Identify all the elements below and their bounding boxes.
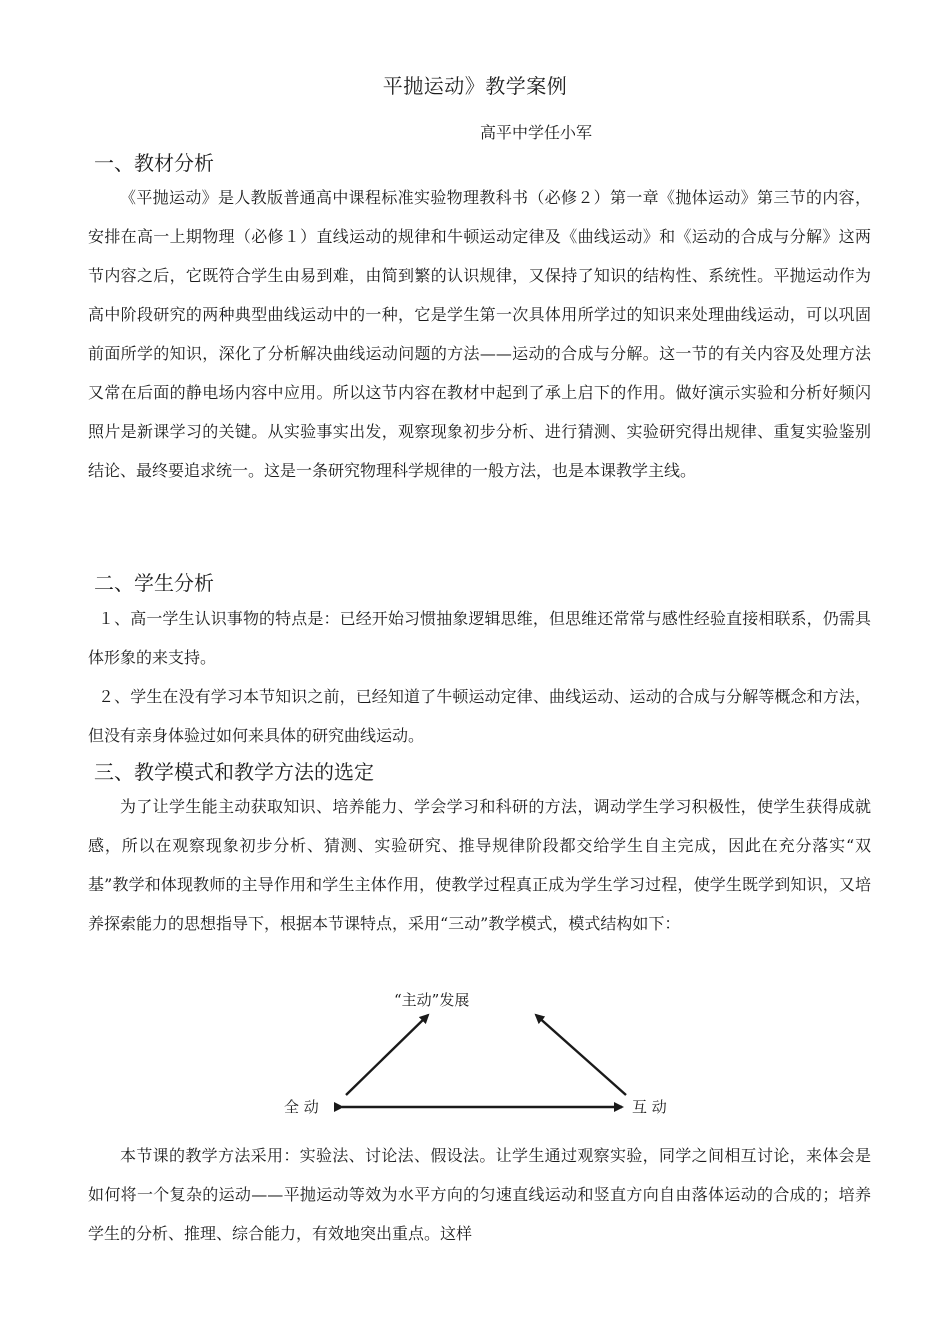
diagram-node-right: 互 动 bbox=[632, 1098, 667, 1116]
section-3-paragraph-2: 本节课的教学方法采用：实验法、讨论法、假设法。让学生通过观察实验，同学之间相互讨论，来体会是如何将一个复杂的运动——平抛运动等效为水平方向的匀速直线运动和竖直方向自由落体运动的合成的；培养学生的分析、推理、综合能力，有效地突出重点。这样 bbox=[88, 1146, 871, 1243]
diagram-node-top: “主动”发展 bbox=[394, 991, 470, 1009]
section-heading-3: 三、教学模式和教学方法的选定 bbox=[94, 760, 374, 784]
section-heading-2: 二、学生分析 bbox=[94, 571, 214, 595]
diagram-arrows bbox=[270, 985, 690, 1125]
document-title: 平抛运动》教学案例 bbox=[382, 74, 568, 98]
three-moves-diagram bbox=[270, 985, 690, 1125]
arrow-right-to-top bbox=[536, 1015, 626, 1095]
section-2-item-2: ２、学生在没有学习本节知识之前，已经知道了牛顿运动定律、曲线运动、运动的合成与分解等概念和方法，但没有亲身体验过如何来具体的研究曲线运动。 bbox=[88, 687, 871, 745]
section-3-paragraph: 为了让学生能主动获取知识、培养能力、学会学习和科研的方法，调动学生学习积极性，使学生获得成就感，所以在观察现象初步分析、猜测、实验研究、推导规律阶段都交给学生自主完成，因此在充分落实“双基”教学和体现教师的主导作用和学生主体作用，使教学过程真正成为学生学习过程，使学生既学到知识，又培养探索能力的思想指导下，根据本节课特点，采用“三动”教学模式，模式结构如下： bbox=[88, 797, 871, 933]
section-2-item-1: １、高一学生认识事物的特点是：已经开始习惯抽象逻辑思维，但思维还常常与感性经验直接相联系，仍需具体形象的来支持。 bbox=[88, 609, 871, 667]
section-heading-1: 一、教材分析 bbox=[94, 151, 214, 175]
section-1-paragraph: 《平抛运动》是人教版普通高中课程标准实验物理教科书（必修２）第一章《抛体运动》第三节的内容，安排在高一上期物理（必修１）直线运动的规律和牛顿运动定律及《曲线运动》和《运动的合成与分解》这两节内容之后，它既符合学生由易到难，由简到繁的认识规律，又保持了知识的结构性、系统性。平抛运动作为高中阶段研究的两种典型曲线运动中的一种，它是学生第一次具体用所学过的知识来处理曲线运动，可以巩固前面所学的知识，深化了分析解决曲线运动问题的方法——运动的合成与分解。这一节的有关内容及处理方法又常在后面的静电场内容中应用。所以这节内容在教材中起到了承上启下的作用。做好演示实验和分析好频闪照片是新课学习的关键。从实验事实出发，观察现象初步分析、进行猜测、实验研究得出规律、重复实验鉴别结论、最终要追求统一。这是一条研究物理科学规律的一般方法，也是本课教学主线。 bbox=[88, 188, 871, 480]
arrow-left-to-top bbox=[346, 1015, 428, 1095]
diagram-node-left: 全 动 bbox=[284, 1098, 319, 1116]
author-line: 高平中学任小军 bbox=[480, 123, 593, 142]
